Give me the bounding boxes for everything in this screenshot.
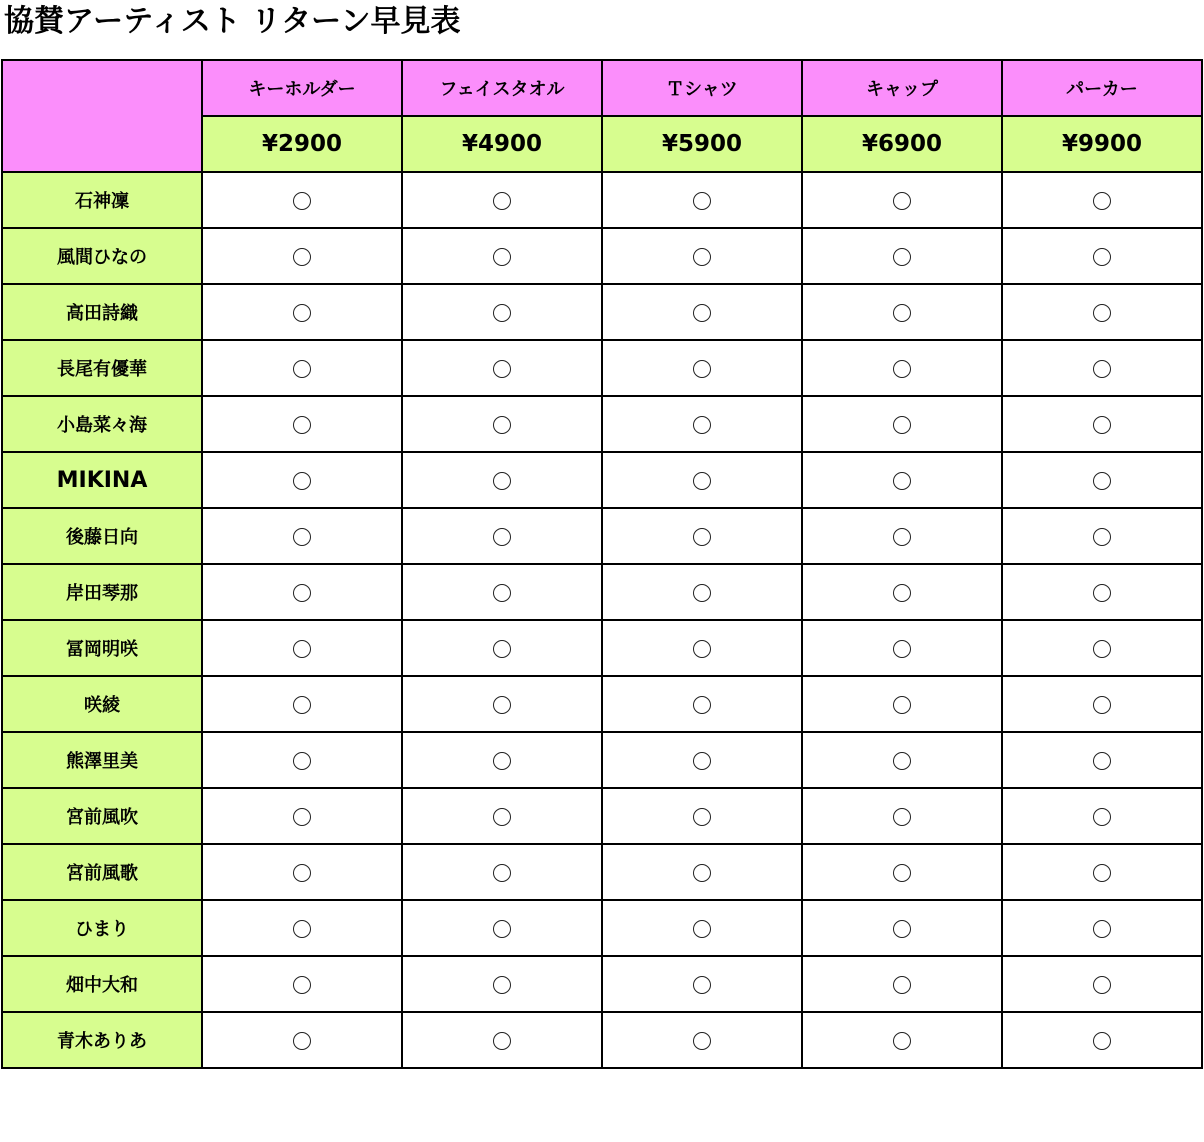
availability-mark xyxy=(711,356,712,357)
availability-cell xyxy=(802,340,1002,396)
availability-mark xyxy=(911,412,912,413)
available-circle-icon xyxy=(1093,528,1111,546)
availability-cell xyxy=(1002,1012,1202,1068)
availability-mark xyxy=(1111,300,1112,301)
available-circle-icon xyxy=(1093,864,1111,882)
availability-cell xyxy=(1002,788,1202,844)
available-circle-icon xyxy=(893,248,911,266)
availability-mark xyxy=(511,804,512,805)
available-circle-icon xyxy=(1093,472,1111,490)
artist-name: 岸田琴那 xyxy=(2,564,202,620)
available-circle-icon xyxy=(893,864,911,882)
availability-mark xyxy=(911,636,912,637)
availability-cell xyxy=(402,340,602,396)
availability-cell xyxy=(1002,508,1202,564)
availability-mark xyxy=(1111,1028,1112,1029)
available-circle-icon xyxy=(293,472,311,490)
available-circle-icon xyxy=(893,584,911,602)
available-circle-icon xyxy=(693,1032,711,1050)
availability-cell xyxy=(1002,284,1202,340)
table-row xyxy=(2,172,1202,228)
availability-mark xyxy=(311,356,312,357)
availability-cell xyxy=(1002,228,1202,284)
artist-rows xyxy=(2,172,1202,1068)
availability-mark xyxy=(1111,188,1112,189)
availability-mark xyxy=(1111,356,1112,357)
availability-cell xyxy=(202,844,402,900)
availability-cell xyxy=(402,732,602,788)
artist-name: 小島菜々海 xyxy=(2,396,202,452)
availability-cell xyxy=(202,172,402,228)
availability-mark xyxy=(911,916,912,917)
available-circle-icon xyxy=(693,808,711,826)
available-circle-icon xyxy=(893,640,911,658)
table-row xyxy=(2,564,1202,620)
available-circle-icon xyxy=(293,248,311,266)
availability-cell xyxy=(602,844,802,900)
available-circle-icon xyxy=(693,864,711,882)
availability-mark xyxy=(311,916,312,917)
available-circle-icon xyxy=(1093,752,1111,770)
availability-cell xyxy=(1002,676,1202,732)
availability-cell xyxy=(602,620,802,676)
availability-cell xyxy=(802,844,1002,900)
availability-cell xyxy=(202,1012,402,1068)
available-circle-icon xyxy=(1093,696,1111,714)
available-circle-icon xyxy=(293,752,311,770)
available-circle-icon xyxy=(1093,416,1111,434)
available-circle-icon xyxy=(493,864,511,882)
availability-cell xyxy=(1002,844,1202,900)
availability-mark xyxy=(911,356,912,357)
availability-mark xyxy=(1111,580,1112,581)
availability-mark xyxy=(911,860,912,861)
available-circle-icon xyxy=(1093,808,1111,826)
artist-name: 宮前風吹 xyxy=(2,788,202,844)
available-circle-icon xyxy=(493,472,511,490)
availability-mark xyxy=(711,412,712,413)
available-circle-icon xyxy=(893,416,911,434)
availability-cell xyxy=(602,732,802,788)
available-circle-icon xyxy=(693,976,711,994)
availability-cell xyxy=(1002,452,1202,508)
available-circle-icon xyxy=(293,808,311,826)
availability-mark xyxy=(511,916,512,917)
available-circle-icon xyxy=(893,528,911,546)
availability-mark xyxy=(911,524,912,525)
availability-cell xyxy=(202,956,402,1012)
item-price: ¥5900 xyxy=(602,116,802,172)
availability-cell xyxy=(1002,396,1202,452)
availability-cell xyxy=(402,508,602,564)
availability-cell xyxy=(402,1012,602,1068)
table-row xyxy=(2,956,1202,1012)
availability-mark xyxy=(511,300,512,301)
available-circle-icon xyxy=(493,528,511,546)
table-row xyxy=(2,844,1202,900)
availability-mark xyxy=(711,580,712,581)
available-circle-icon xyxy=(1093,976,1111,994)
available-circle-icon xyxy=(1093,640,1111,658)
artist-name: 高田詩織 xyxy=(2,284,202,340)
availability-mark xyxy=(711,300,712,301)
table-row xyxy=(2,620,1202,676)
item-name: キーホルダー xyxy=(202,60,402,116)
availability-mark xyxy=(1111,636,1112,637)
availability-cell xyxy=(402,564,602,620)
availability-mark xyxy=(1111,804,1112,805)
item-price: ¥6900 xyxy=(802,116,1002,172)
availability-mark xyxy=(911,748,912,749)
availability-cell xyxy=(602,228,802,284)
availability-cell xyxy=(802,788,1002,844)
availability-cell xyxy=(402,676,602,732)
availability-cell xyxy=(802,396,1002,452)
available-circle-icon xyxy=(1093,1032,1111,1050)
availability-cell xyxy=(202,228,402,284)
availability-mark xyxy=(311,300,312,301)
table-row xyxy=(2,284,1202,340)
availability-cell xyxy=(802,956,1002,1012)
availability-cell xyxy=(802,900,1002,956)
availability-cell xyxy=(402,900,602,956)
availability-mark xyxy=(511,1028,512,1029)
availability-mark xyxy=(711,748,712,749)
availability-cell xyxy=(402,396,602,452)
available-circle-icon xyxy=(493,1032,511,1050)
availability-cell xyxy=(202,732,402,788)
availability-mark xyxy=(311,468,312,469)
page-title: 協賛アーティスト リターン早見表 xyxy=(4,4,461,39)
item-name-row xyxy=(2,60,1202,116)
availability-cell xyxy=(802,452,1002,508)
availability-cell xyxy=(202,508,402,564)
available-circle-icon xyxy=(293,584,311,602)
available-circle-icon xyxy=(1093,584,1111,602)
available-circle-icon xyxy=(293,416,311,434)
available-circle-icon xyxy=(893,304,911,322)
availability-cell xyxy=(1002,620,1202,676)
availability-cell xyxy=(802,508,1002,564)
available-circle-icon xyxy=(493,192,511,210)
availability-mark xyxy=(1111,692,1112,693)
available-circle-icon xyxy=(293,192,311,210)
availability-mark xyxy=(311,244,312,245)
available-circle-icon xyxy=(493,696,511,714)
available-circle-icon xyxy=(293,696,311,714)
availability-cell xyxy=(402,284,602,340)
available-circle-icon xyxy=(893,976,911,994)
available-circle-icon xyxy=(693,752,711,770)
availability-cell xyxy=(202,788,402,844)
availability-mark xyxy=(311,748,312,749)
available-circle-icon xyxy=(893,696,911,714)
table-row xyxy=(2,732,1202,788)
availability-cell xyxy=(402,620,602,676)
available-circle-icon xyxy=(493,248,511,266)
availability-cell xyxy=(802,564,1002,620)
available-circle-icon xyxy=(693,192,711,210)
available-circle-icon xyxy=(493,752,511,770)
table-row xyxy=(2,508,1202,564)
availability-mark xyxy=(1111,972,1112,973)
availability-mark xyxy=(711,860,712,861)
availability-mark xyxy=(311,412,312,413)
artist-name: 咲綾 xyxy=(2,676,202,732)
availability-cell xyxy=(602,508,802,564)
availability-mark xyxy=(311,972,312,973)
available-circle-icon xyxy=(693,528,711,546)
availability-mark xyxy=(311,804,312,805)
available-circle-icon xyxy=(493,976,511,994)
availability-mark xyxy=(711,636,712,637)
availability-cell xyxy=(602,340,802,396)
available-circle-icon xyxy=(293,976,311,994)
availability-mark xyxy=(311,692,312,693)
available-circle-icon xyxy=(1093,248,1111,266)
artist-name: 長尾有優華 xyxy=(2,340,202,396)
availability-mark xyxy=(511,244,512,245)
availability-mark xyxy=(911,1028,912,1029)
availability-mark xyxy=(511,860,512,861)
item-name: フェイスタオル xyxy=(402,60,602,116)
availability-mark xyxy=(311,1028,312,1029)
availability-cell xyxy=(602,564,802,620)
available-circle-icon xyxy=(493,640,511,658)
availability-cell xyxy=(602,676,802,732)
availability-cell xyxy=(602,452,802,508)
available-circle-icon xyxy=(293,304,311,322)
availability-cell xyxy=(802,676,1002,732)
artist-name: 後藤日向 xyxy=(2,508,202,564)
available-circle-icon xyxy=(893,472,911,490)
availability-cell xyxy=(602,900,802,956)
return-chart-table xyxy=(1,59,1203,1069)
available-circle-icon xyxy=(493,808,511,826)
availability-mark xyxy=(1111,748,1112,749)
available-circle-icon xyxy=(693,248,711,266)
available-circle-icon xyxy=(1093,192,1111,210)
availability-mark xyxy=(511,636,512,637)
availability-cell xyxy=(1002,900,1202,956)
availability-cell xyxy=(202,620,402,676)
availability-cell xyxy=(202,396,402,452)
availability-cell xyxy=(602,956,802,1012)
item-name: Ｔシャツ xyxy=(602,60,802,116)
available-circle-icon xyxy=(893,752,911,770)
availability-mark xyxy=(911,580,912,581)
availability-cell xyxy=(202,340,402,396)
available-circle-icon xyxy=(693,696,711,714)
availability-mark xyxy=(511,188,512,189)
availability-mark xyxy=(711,972,712,973)
availability-mark xyxy=(1111,244,1112,245)
availability-cell xyxy=(602,284,802,340)
availability-mark xyxy=(311,860,312,861)
availability-mark xyxy=(511,412,512,413)
availability-cell xyxy=(202,676,402,732)
available-circle-icon xyxy=(1093,304,1111,322)
available-circle-icon xyxy=(893,360,911,378)
availability-mark xyxy=(511,972,512,973)
table-row xyxy=(2,676,1202,732)
availability-mark xyxy=(911,468,912,469)
table-row xyxy=(2,396,1202,452)
availability-mark xyxy=(511,356,512,357)
availability-mark xyxy=(1111,860,1112,861)
availability-mark xyxy=(711,804,712,805)
availability-mark xyxy=(911,188,912,189)
artist-name: 宮前風歌 xyxy=(2,844,202,900)
available-circle-icon xyxy=(493,584,511,602)
artist-name: 冨岡明咲 xyxy=(2,620,202,676)
table-row xyxy=(2,228,1202,284)
item-name: パーカー xyxy=(1002,60,1202,116)
table-row xyxy=(2,1012,1202,1068)
availability-mark xyxy=(911,692,912,693)
artist-name: 熊澤里美 xyxy=(2,732,202,788)
available-circle-icon xyxy=(493,416,511,434)
availability-cell xyxy=(602,1012,802,1068)
available-circle-icon xyxy=(693,360,711,378)
available-circle-icon xyxy=(893,808,911,826)
availability-cell xyxy=(402,172,602,228)
available-circle-icon xyxy=(693,304,711,322)
available-circle-icon xyxy=(293,528,311,546)
availability-cell xyxy=(1002,564,1202,620)
artist-name: ひまり xyxy=(2,900,202,956)
available-circle-icon xyxy=(893,920,911,938)
available-circle-icon xyxy=(493,304,511,322)
available-circle-icon xyxy=(693,640,711,658)
availability-cell xyxy=(402,844,602,900)
artist-name: 畑中大和 xyxy=(2,956,202,1012)
available-circle-icon xyxy=(693,472,711,490)
artist-name: 風間ひなの xyxy=(2,228,202,284)
availability-mark xyxy=(711,916,712,917)
available-circle-icon xyxy=(493,920,511,938)
availability-mark xyxy=(711,1028,712,1029)
availability-cell xyxy=(402,956,602,1012)
availability-cell xyxy=(202,284,402,340)
available-circle-icon xyxy=(293,920,311,938)
artist-name: MIKINA xyxy=(2,452,202,508)
availability-mark xyxy=(711,524,712,525)
availability-mark xyxy=(511,692,512,693)
availability-mark xyxy=(311,636,312,637)
availability-mark xyxy=(1111,468,1112,469)
availability-cell xyxy=(202,564,402,620)
item-price: ¥9900 xyxy=(1002,116,1202,172)
table-row xyxy=(2,340,1202,396)
availability-mark xyxy=(311,188,312,189)
availability-cell xyxy=(602,172,802,228)
availability-mark xyxy=(711,244,712,245)
availability-mark xyxy=(511,748,512,749)
availability-mark xyxy=(911,300,912,301)
availability-mark xyxy=(311,524,312,525)
available-circle-icon xyxy=(293,640,311,658)
item-price: ¥4900 xyxy=(402,116,602,172)
available-circle-icon xyxy=(693,920,711,938)
available-circle-icon xyxy=(693,416,711,434)
availability-cell xyxy=(1002,732,1202,788)
availability-mark xyxy=(511,524,512,525)
table-row xyxy=(2,452,1202,508)
availability-cell xyxy=(402,228,602,284)
availability-cell xyxy=(1002,956,1202,1012)
availability-cell xyxy=(202,452,402,508)
available-circle-icon xyxy=(1093,360,1111,378)
availability-mark xyxy=(711,692,712,693)
availability-mark xyxy=(911,972,912,973)
available-circle-icon xyxy=(293,360,311,378)
available-circle-icon xyxy=(893,192,911,210)
artist-name: 青木ありあ xyxy=(2,1012,202,1068)
availability-cell xyxy=(802,284,1002,340)
available-circle-icon xyxy=(893,1032,911,1050)
availability-cell xyxy=(802,172,1002,228)
availability-cell xyxy=(402,788,602,844)
availability-mark xyxy=(711,468,712,469)
artist-name: 石神凜 xyxy=(2,172,202,228)
availability-mark xyxy=(1111,524,1112,525)
availability-mark xyxy=(711,188,712,189)
availability-cell xyxy=(802,228,1002,284)
availability-cell xyxy=(402,452,602,508)
available-circle-icon xyxy=(693,584,711,602)
availability-mark xyxy=(311,580,312,581)
availability-mark xyxy=(511,580,512,581)
availability-cell xyxy=(602,396,802,452)
availability-mark xyxy=(911,804,912,805)
corner-cell xyxy=(2,60,202,172)
table-row xyxy=(2,900,1202,956)
table-row xyxy=(2,788,1202,844)
available-circle-icon xyxy=(293,864,311,882)
availability-cell xyxy=(802,620,1002,676)
availability-cell xyxy=(602,788,802,844)
item-name: キャップ xyxy=(802,60,1002,116)
availability-cell xyxy=(202,900,402,956)
availability-cell xyxy=(1002,340,1202,396)
availability-mark xyxy=(511,468,512,469)
availability-cell xyxy=(802,732,1002,788)
availability-cell xyxy=(1002,172,1202,228)
item-price: ¥2900 xyxy=(202,116,402,172)
available-circle-icon xyxy=(493,360,511,378)
availability-mark xyxy=(1111,916,1112,917)
availability-mark xyxy=(1111,412,1112,413)
available-circle-icon xyxy=(293,1032,311,1050)
availability-mark xyxy=(911,244,912,245)
availability-cell xyxy=(802,1012,1002,1068)
available-circle-icon xyxy=(1093,920,1111,938)
